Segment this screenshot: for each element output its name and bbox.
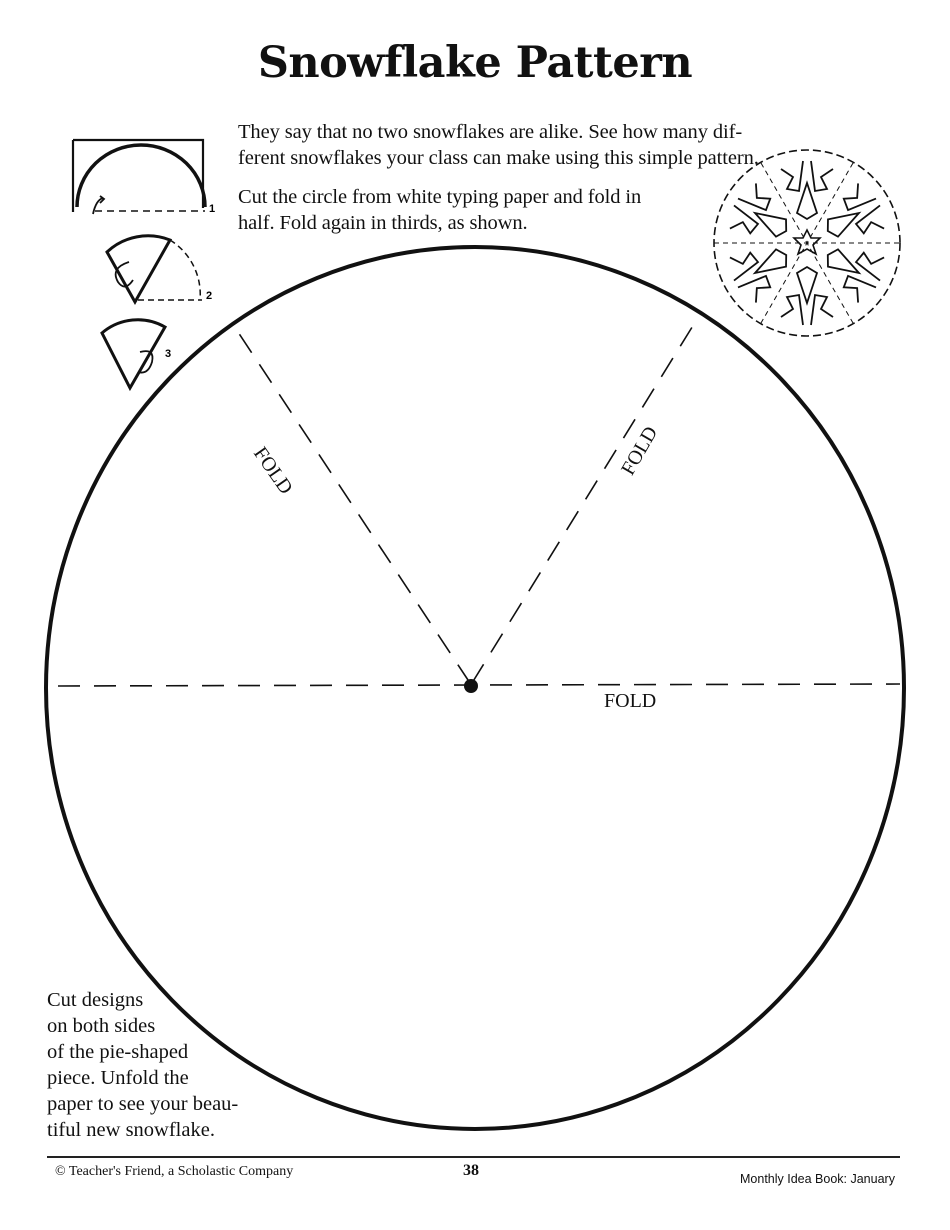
- step-2-number: 2: [206, 290, 213, 302]
- fold-label-right: FOLD: [617, 422, 663, 479]
- footer-divider: [47, 1156, 900, 1158]
- note-line-4: piece. Unfold the: [47, 1067, 189, 1089]
- step-1-number: 1: [209, 203, 216, 215]
- center-point: [464, 679, 478, 693]
- left-fold-line: [238, 332, 470, 683]
- step-3-fold-illustration: [102, 320, 171, 388]
- horizontal-fold-line: [58, 684, 900, 686]
- note-line-5: paper to see your beau-: [47, 1093, 239, 1115]
- page-title: Snowflake Pattern: [257, 38, 693, 88]
- step-3-number: 3: [165, 348, 172, 360]
- intro-line-2: ferent snowflakes your class can make using this simple pattern.: [238, 147, 759, 169]
- footer-page-number: 38: [463, 1162, 479, 1179]
- finished-snowflake-illustration: [714, 150, 900, 336]
- footer-book-title: Monthly Idea Book: January: [740, 1172, 895, 1186]
- instruction-line-2: half. Fold again in thirds, as shown.: [238, 212, 528, 234]
- note-line-1: Cut designs: [47, 989, 144, 1011]
- right-fold-line: [472, 324, 694, 683]
- note-line-6: tiful new snowflake.: [47, 1119, 215, 1141]
- bottom-instruction-note: [47, 987, 238, 1143]
- intro-line-1: They say that no two snowflakes are alike. See how many dif-: [238, 121, 743, 143]
- step-1-fold-illustration: [73, 140, 215, 215]
- fold-label-left: FOLD: [248, 443, 297, 499]
- footer-copyright: © Teacher's Friend, a Scholastic Company: [55, 1164, 294, 1179]
- step-2-fold-illustration: [107, 236, 212, 302]
- note-line-2: on both sides: [47, 1015, 156, 1037]
- note-line-3: of the pie-shaped: [47, 1041, 189, 1063]
- instruction-line-1: Cut the circle from white typing paper and fold in: [238, 186, 642, 208]
- fold-label-horizontal: FOLD: [604, 690, 657, 712]
